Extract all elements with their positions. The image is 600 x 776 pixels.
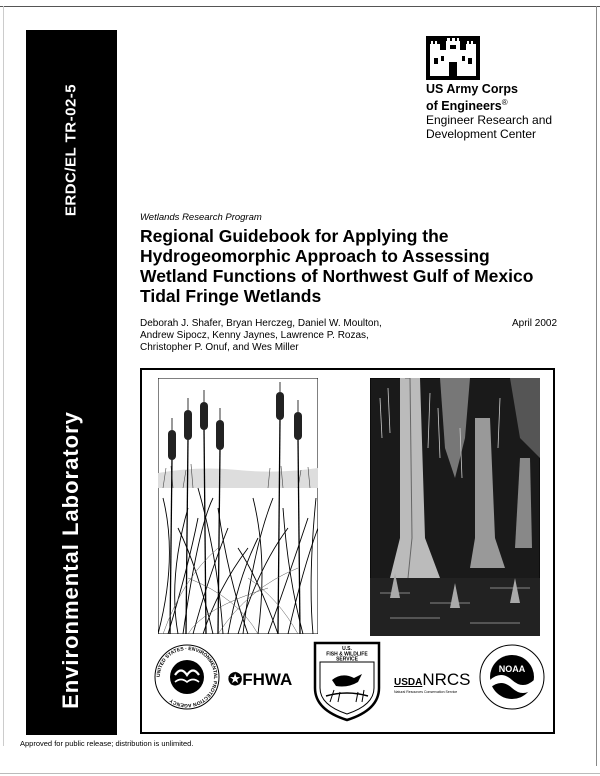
fws-line3: SERVICE — [336, 656, 358, 663]
page-border-top — [0, 6, 600, 7]
lab-name: Environmental Laboratory — [58, 411, 83, 709]
epa-logo-icon — [152, 642, 222, 712]
nrcs-text: NRCS — [422, 670, 471, 689]
page-border-left — [3, 6, 4, 746]
report-title: Regional Guidebook for Applying the Hydrogeomorphic Approach to Assessing Wetland Functions of Northwest Gulf of Mexico Tidal Fringe Wetlands — [140, 226, 534, 306]
fws-shield-icon — [312, 640, 382, 722]
swamp-illustration — [370, 378, 540, 636]
usda-nrcs-logo — [394, 670, 471, 694]
report-number: ERDC/EL TR-02-5 — [62, 83, 80, 217]
bottom-border — [0, 773, 600, 774]
org-sub-line1: Engineer Research and — [426, 113, 553, 128]
authors-line2: Andrew Sipocz, Kenny Jaynes, Lawrence P. Rozas, — [140, 330, 369, 341]
org-name-line1: US Army Corps — [426, 82, 518, 96]
fws-line2: FISH & WILDLIFE — [326, 651, 368, 658]
authors-line3: Christopher P. Onuf, and Wes Miller — [140, 342, 299, 353]
page-border-right — [596, 6, 597, 766]
fhwa-text: FHWA — [242, 670, 293, 689]
program-name: Wetlands Research Program — [140, 212, 262, 223]
nrcs-subtitle: Natural Resources Conservation Service — [394, 690, 458, 694]
sidebar-strip — [117, 30, 125, 735]
report-date: April 2002 — [512, 318, 558, 329]
cover-figure — [140, 368, 555, 734]
noaa-text: NOAA — [498, 664, 526, 674]
castle-logo-icon — [426, 36, 480, 80]
distribution-statement: Approved for public release; distribution is unlimited. — [20, 739, 194, 748]
usda-text: USDA — [394, 677, 423, 688]
authors — [140, 318, 470, 354]
org-name-line2-text: of Engineers — [426, 99, 502, 114]
org-sub-line2: Development Center — [426, 127, 537, 142]
noaa-logo-icon — [477, 642, 547, 712]
epa-ring-text: UNITED STATES · ENVIRONMENTAL PROTECTION AGENCY — [155, 645, 219, 709]
marsh-illustration — [158, 378, 318, 634]
org-name-line2 — [426, 96, 586, 113]
fws-line1: U.S. — [342, 646, 352, 652]
fhwa-logo — [228, 670, 292, 690]
authors-line1: Deborah J. Shafer, Bryan Herczeg, Daniel W. Moulton, — [140, 318, 382, 329]
registered-mark: ® — [501, 98, 508, 107]
fhwa-shield-icon: ✪ — [228, 670, 243, 689]
org-block — [426, 82, 586, 141]
